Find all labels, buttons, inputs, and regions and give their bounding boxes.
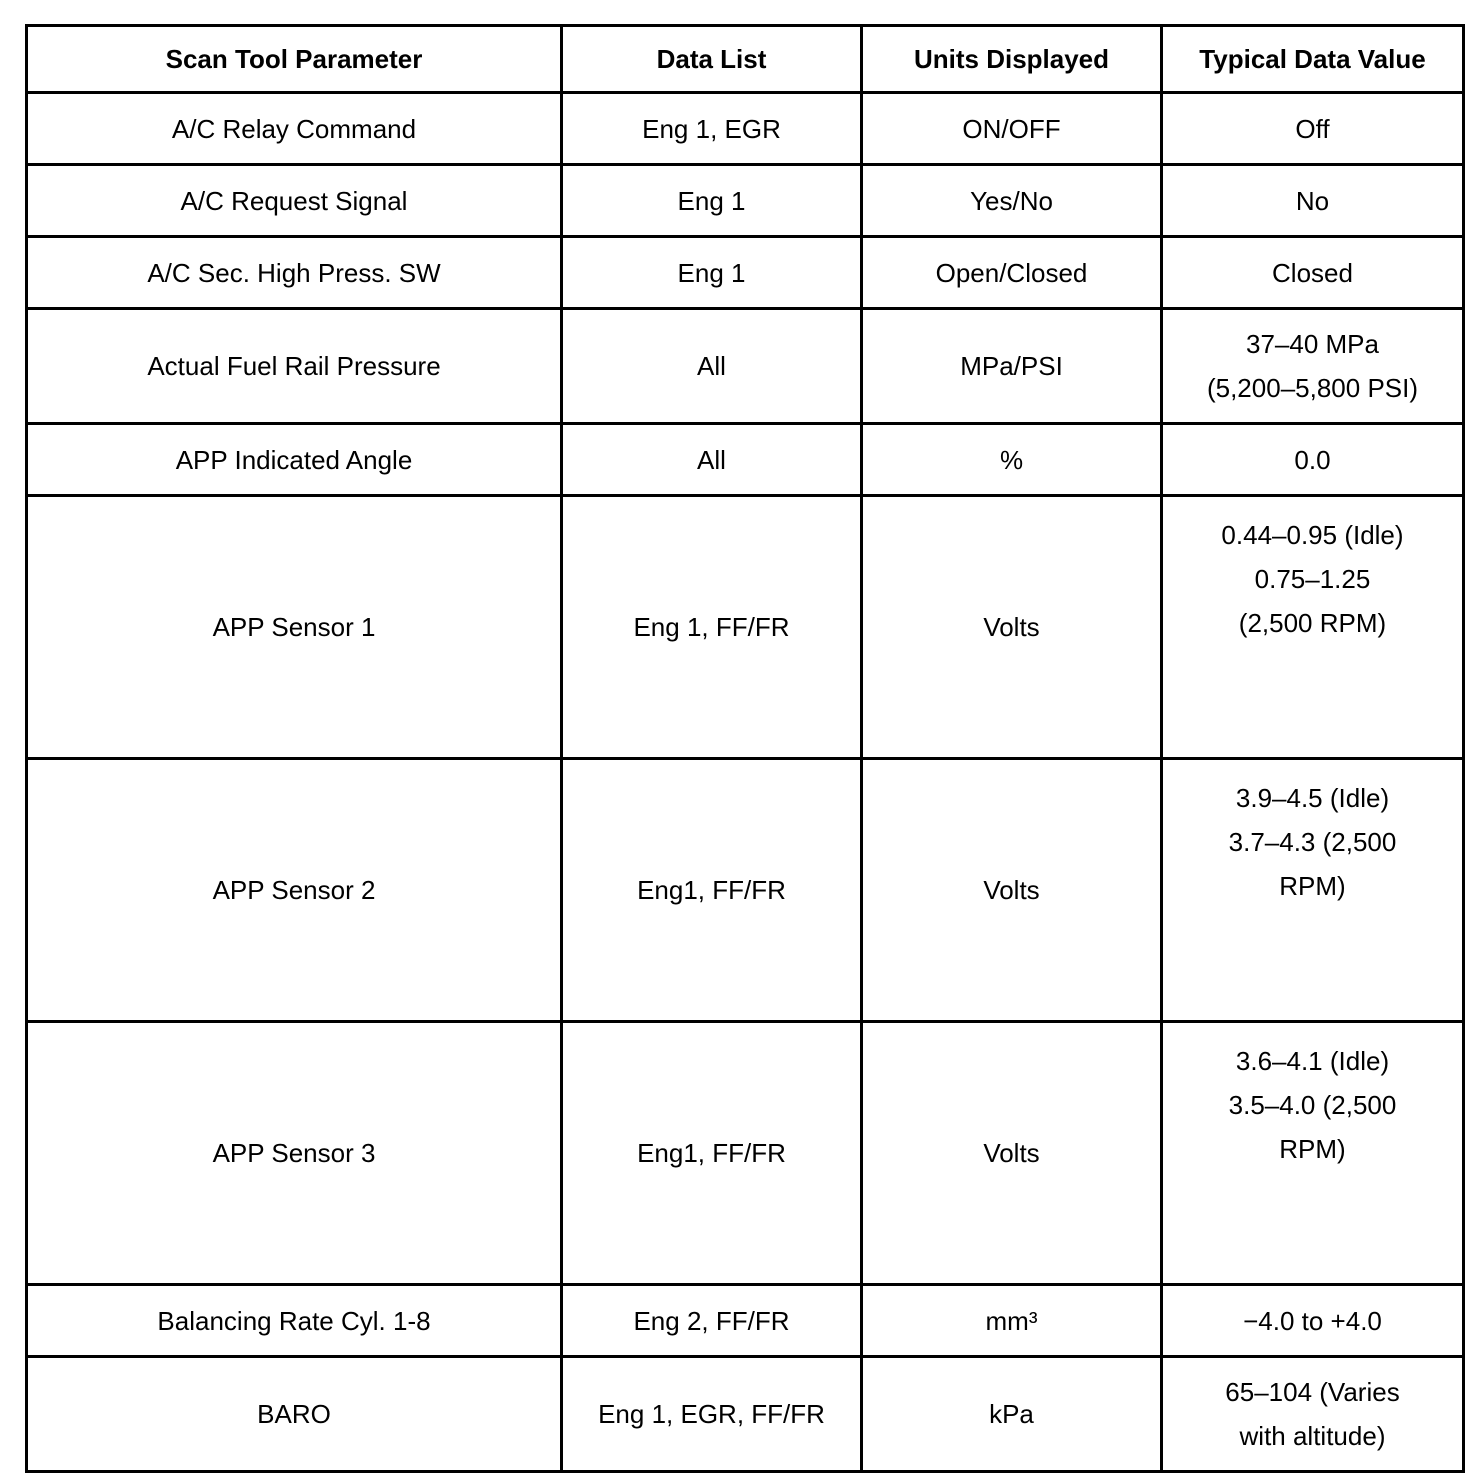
cell-typical-value: No (1162, 165, 1464, 237)
cell-parameter: APP Sensor 3 (27, 1022, 562, 1285)
cell-typical-value: 3.6–4.1 (Idle) 3.5–4.0 (2,500 RPM) (1162, 1022, 1464, 1285)
cell-units: Volts (862, 496, 1162, 759)
cell-parameter: APP Indicated Angle (27, 424, 562, 496)
cell-units: Yes/No (862, 165, 1162, 237)
cell-parameter: A/C Sec. High Press. SW (27, 237, 562, 309)
cell-data-list: Eng 1, EGR, FF/FR (562, 1357, 862, 1472)
cell-units: MPa/PSI (862, 309, 1162, 424)
cell-units: ON/OFF (862, 93, 1162, 165)
cell-units: Volts (862, 1022, 1162, 1285)
table-row (27, 1285, 1464, 1357)
table-row (27, 496, 1464, 759)
cell-data-list: All (562, 309, 862, 424)
scan-tool-data-table (25, 24, 1465, 1473)
cell-units: kPa (862, 1357, 1162, 1472)
header-units: Units Displayed (862, 26, 1162, 93)
cell-data-list: Eng 1, FF/FR (562, 496, 862, 759)
cell-parameter: A/C Request Signal (27, 165, 562, 237)
cell-typical-value: −4.0 to +4.0 (1162, 1285, 1464, 1357)
cell-parameter: Balancing Rate Cyl. 1-8 (27, 1285, 562, 1357)
cell-data-list: Eng1, FF/FR (562, 1022, 862, 1285)
cell-parameter: BARO (27, 1357, 562, 1472)
cell-units: % (862, 424, 1162, 496)
cell-typical-value: 65–104 (Varies with altitude) (1162, 1357, 1464, 1472)
cell-typical-value: 0.44–0.95 (Idle) 0.75–1.25 (2,500 RPM) (1162, 496, 1464, 759)
cell-parameter: A/C Relay Command (27, 93, 562, 165)
cell-parameter: Actual Fuel Rail Pressure (27, 309, 562, 424)
cell-data-list: Eng1, FF/FR (562, 759, 862, 1022)
header-typical-value: Typical Data Value (1162, 26, 1464, 93)
cell-data-list: Eng 1, EGR (562, 93, 862, 165)
header-parameter: Scan Tool Parameter (27, 26, 562, 93)
cell-data-list: Eng 2, FF/FR (562, 1285, 862, 1357)
cell-units: Open/Closed (862, 237, 1162, 309)
cell-units: mm³ (862, 1285, 1162, 1357)
header-data-list: Data List (562, 26, 862, 93)
cell-data-list: All (562, 424, 862, 496)
table-row (27, 759, 1464, 1022)
cell-parameter: APP Sensor 1 (27, 496, 562, 759)
table-row (27, 309, 1464, 424)
table-row (27, 424, 1464, 496)
cell-units: Volts (862, 759, 1162, 1022)
cell-typical-value: 3.9–4.5 (Idle) 3.7–4.3 (2,500 RPM) (1162, 759, 1464, 1022)
cell-data-list: Eng 1 (562, 237, 862, 309)
table-row (27, 237, 1464, 309)
cell-typical-value: Off (1162, 93, 1464, 165)
header-row (27, 26, 1464, 93)
cell-data-list: Eng 1 (562, 165, 862, 237)
table-row (27, 1022, 1464, 1285)
table-row (27, 165, 1464, 237)
cell-typical-value: 0.0 (1162, 424, 1464, 496)
cell-parameter: APP Sensor 2 (27, 759, 562, 1022)
table-row (27, 93, 1464, 165)
cell-typical-value: Closed (1162, 237, 1464, 309)
table-row (27, 1357, 1464, 1472)
cell-typical-value: 37–40 MPa (5,200–5,800 PSI) (1162, 309, 1464, 424)
